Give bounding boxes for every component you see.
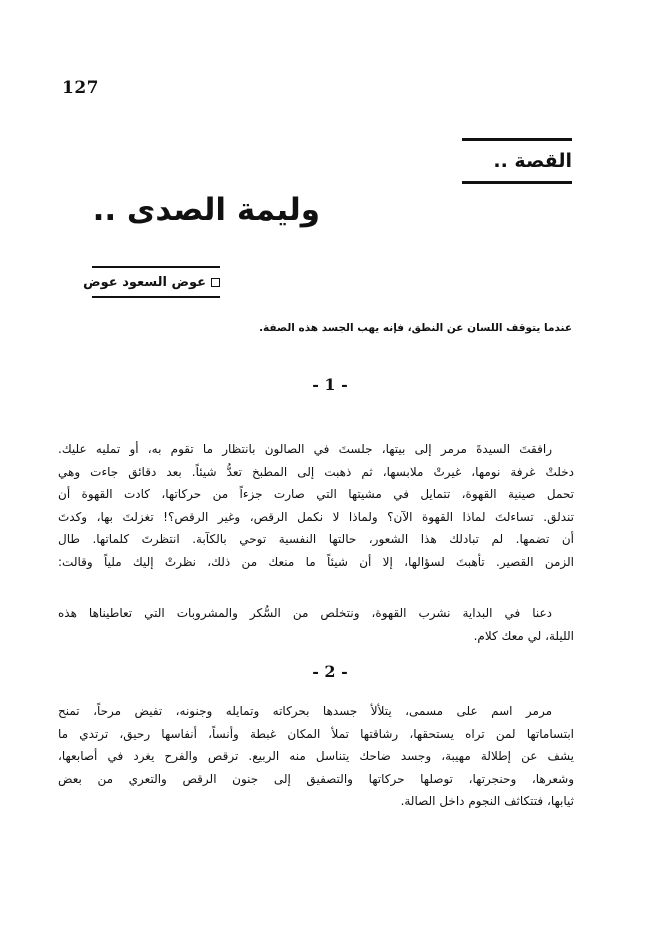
paragraph-line: يشف عن إطلالة مهيبة، وجسد ضاحك يتناسل منه الربيع. ترقص والفرح يغرد في أصابعها، bbox=[58, 749, 574, 763]
paragraph-line: ثيابها، فتتكاثف النجوم داخل الصالة. bbox=[400, 794, 574, 808]
part-heading-2: - 2 - bbox=[312, 662, 348, 681]
page-number: 127 bbox=[62, 78, 99, 98]
section-label: القصة .. bbox=[493, 150, 572, 172]
paragraph-line: دعنا في البداية نشرب القهوة، ونتخلص من السُّكر والمشروبات التي تعاطيناها هذه bbox=[58, 606, 552, 620]
author-byline bbox=[83, 266, 220, 298]
paragraph-line: أن تضمها. لم تبادلك هذا الشعور، حالتها النفسية توحي بالكآبة. انتظرتَ كلماتها. طال bbox=[58, 532, 574, 546]
paragraph-1 bbox=[58, 438, 574, 573]
part-heading-1: - 1 - bbox=[312, 375, 348, 394]
paragraph-line: الزمن القصير. تأهبتَ لسؤالها، إلا أن شيئاً ما منعك من ذلك، نظرتْ إليك ملياً وقالت: bbox=[58, 554, 574, 569]
paragraph-line: تحمل صينية القهوة، تتمايل في مشيتها التي صارت جزءاً من حركاتها، كادت القهوة أن bbox=[58, 487, 574, 501]
paragraph-line: وشعرها، وحنجرتها، توصلها حركاتها والتصفيق إلى جنون الرقص والتعري من بعض bbox=[58, 771, 574, 786]
paragraph-line: مرمر اسم على مسمى، يتلألأ جسدها بحركاته وتمايله وجنونه، تفيض مرحاً، تمنح bbox=[58, 704, 552, 718]
paragraph-2 bbox=[58, 602, 574, 647]
paragraph-line: الليلة، لي معك كلام. bbox=[473, 628, 574, 643]
section-bottom-rule bbox=[462, 181, 572, 184]
paragraph-line: تندلق. تساءلتَ لماذا القهوة الآن؟ ولماذا لا نكمل الرقص، وغير الرقص؟! تغزلتَ بها، وكدتَ bbox=[58, 509, 574, 524]
epigraph: عندما يتوقف اللسان عن النطق، فإنه يهب الجسد هذه الصفة. bbox=[259, 322, 572, 334]
section-top-rule bbox=[462, 138, 572, 141]
story-title: وليمة الصدى .. bbox=[92, 192, 320, 228]
author-name: عوض السعود عوض bbox=[83, 274, 206, 290]
paragraph-line: ابتساماتها لمن تراه يستحقها، رشاقتها تملأ المكان غبطة وأنساً، أنفاسها رحيق، ترتدي ما bbox=[58, 726, 574, 741]
paragraph-3 bbox=[58, 700, 574, 813]
paragraph-line: رافقتَ السيدةَ مرمر إلى بيتها، جلستَ في الصالون بانتظار ما تقوم به، أو تمليه عليك. bbox=[58, 442, 552, 456]
paragraph-line: دخلتْ غرفة نومها، غيرتْ ملابسها، ثم ذهبت إلى المطبخ تعدُّ شيئاً. بعد دقائق جاءت وهي bbox=[58, 464, 574, 479]
square-bullet-icon bbox=[211, 278, 220, 287]
